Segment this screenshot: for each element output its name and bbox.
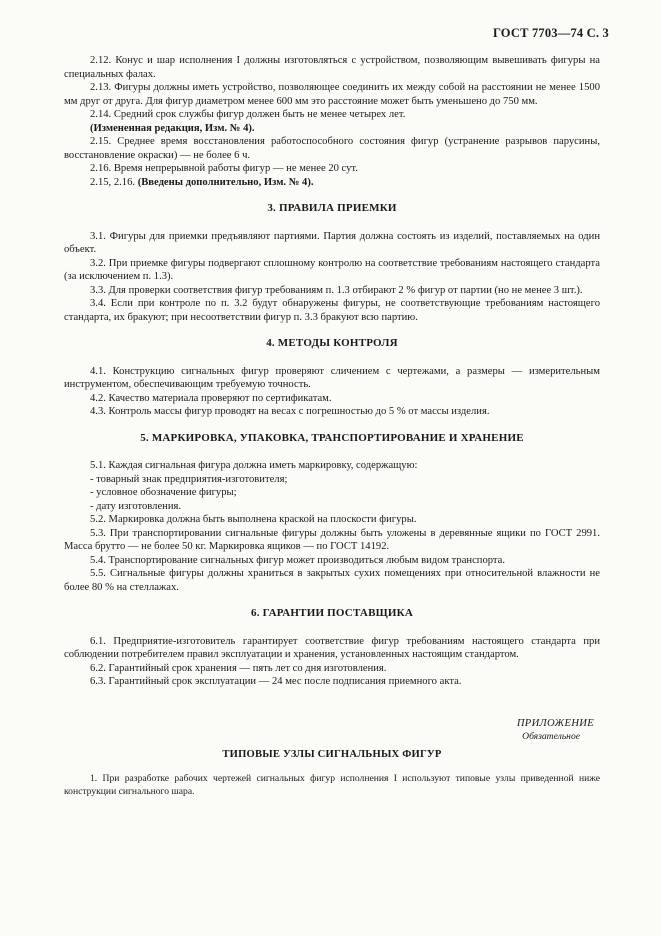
paragraph-2-13: 2.13. Фигуры должны иметь устройство, позволяющее соединить их между собой на расстоянии не менее 1500 мм друг от друга. Для фигур диаметром менее 600 мм это расстояние может быть уменьшено до 750 мм. (64, 82, 600, 107)
appendix-heading: ТИПОВЫЕ УЗЛЫ СИГНАЛЬНЫХ ФИГУР (222, 748, 442, 760)
section-title-6: 6. ГАРАНТИИ ПОСТАВЩИКА (251, 607, 413, 619)
appendix-label (64, 717, 600, 744)
paragraph-5-1: 5.1. Каждая сигнальная фигура должна иметь маркировку, содержащую: (90, 460, 418, 471)
paragraph-5-2: 5.2. Маркировка должна быть выполнена краской на плоскости фигуры. (90, 514, 417, 525)
paragraph-6-1: 6.1. Предприятие-изготовитель гарантирует соответствие фигур требованиям настоящего стандарта при соблюдении потребителем правил эксплуатации и хранения, установленных настоящим стандартом. (64, 635, 600, 660)
page-content (64, 54, 600, 798)
appendix-title: ПРИЛОЖЕНИЕ (516, 717, 594, 729)
paragraph-4-2: 4.2. Качество материала проверяют по сертификатам. (90, 392, 332, 404)
list-item: - товарный знак предприятия-изготовителя; (90, 473, 288, 485)
amendment-note-2-15-2-16 (64, 176, 600, 190)
paragraph-2-12: 2.12. Конус и шар исполнения I должны изготовляться с устройством, позволяющим вывешивать фигуры на специальных фалах. (64, 55, 600, 80)
paragraph-3-4: 3.4. Если при контроле по п. 3.2 будут обнаружены фигуры, не соответствующие требованиям настоящего стандарта, их бракуют; при несоответствии фигур п. 3.3 бракуют всю партию. (64, 298, 600, 323)
paragraph-2-14: 2.14. Средний срок службы фигур должен быть не менее четырех лет. (90, 109, 406, 120)
paragraph-3-1: 3.1. Фигуры для приемки предъявляют партиями. Партия должна состоять из изделий, поставляемых на один объект. (64, 230, 600, 255)
amendment-note-text: (Введены дополнительно, Изм. № 4). (137, 176, 314, 188)
list-item: - условное обозначение фигуры; (90, 487, 237, 498)
paragraph-6-3: 6.3. Гарантийный срок эксплуатации — 24 мес после подписания приемного акта. (90, 676, 462, 687)
paragraph-5-4: 5.4. Транспортирование сигнальных фигур может производиться любым видом транспорта. (90, 554, 506, 566)
paragraph-3-2: 3.2. При приемке фигуры подвергают сплошному контролю на соответствие требованиям настоящего стандарта (за исключением п. 1.3). (64, 257, 600, 282)
list-item: - дату изготовления. (90, 500, 182, 512)
appendix-subtitle: Обязательное (522, 731, 580, 742)
paragraph-3-3: 3.3. Для проверки соответствия фигур требованиям п. 1.3 отбирают 2 % фигур от партии (но не менее 3 шт.). (90, 284, 583, 296)
paragraph-4-3: 4.3. Контроль массы фигур проводят на весах с погрешностью до 5 % от массы изделия. (90, 406, 490, 417)
section-title-3: 3. ПРАВИЛА ПРИЕМКИ (267, 202, 397, 214)
section-title-5: 5. МАРКИРОВКА, УПАКОВКА, ТРАНСПОРТИРОВАНИЕ И ХРАНЕНИЕ (140, 431, 524, 444)
paragraph-5-5: 5.5. Сигнальные фигуры должны храниться в закрытых сухих помещениях при относительной влажности не более 80 % на стеллажах. (64, 568, 600, 593)
paragraph-4-1: 4.1. Конструкцию сигнальных фигур проверяют сличением с чертежами, а размеры — измерительным инструментом, обеспечивающим требуемую точность. (64, 365, 600, 390)
amendment-prefix: 2.15, 2.16. (90, 176, 136, 188)
appendix-paragraph-1: 1. При разработке рабочих чертежей сигнальных фигур исполнения I используют типовые узлы приведенной ниже конструкции сигнального шара. (64, 773, 600, 797)
page-header: ГОСТ 7703—74 С. 3 (492, 26, 609, 40)
paragraph-5-3: 5.3. При транспортировании сигнальные фигуры должны быть уложены в деревянные ящики по ГОСТ 2991. Масса брутто — не более 50 кг. Маркировка ящиков — по ГОСТ 14192. (64, 527, 600, 552)
paragraph-2-15: 2.15. Среднее время восстановления работоспособного состояния фигур (устранение разрывов парусины, восстановление окраски) — не более 6 ч. (64, 136, 600, 161)
paragraph-6-2: 6.2. Гарантийный срок хранения — пять лет со дня изготовления. (90, 662, 387, 674)
amendment-note-text: (Измененная редакция, Изм. № 4). (90, 122, 255, 134)
paragraph-2-16: 2.16. Время непрерывной работы фигур — не менее 20 сут. (90, 163, 358, 174)
section-title-4: 4. МЕТОДЫ КОНТРОЛЯ (266, 337, 398, 349)
amendment-note-2-14 (64, 122, 600, 136)
